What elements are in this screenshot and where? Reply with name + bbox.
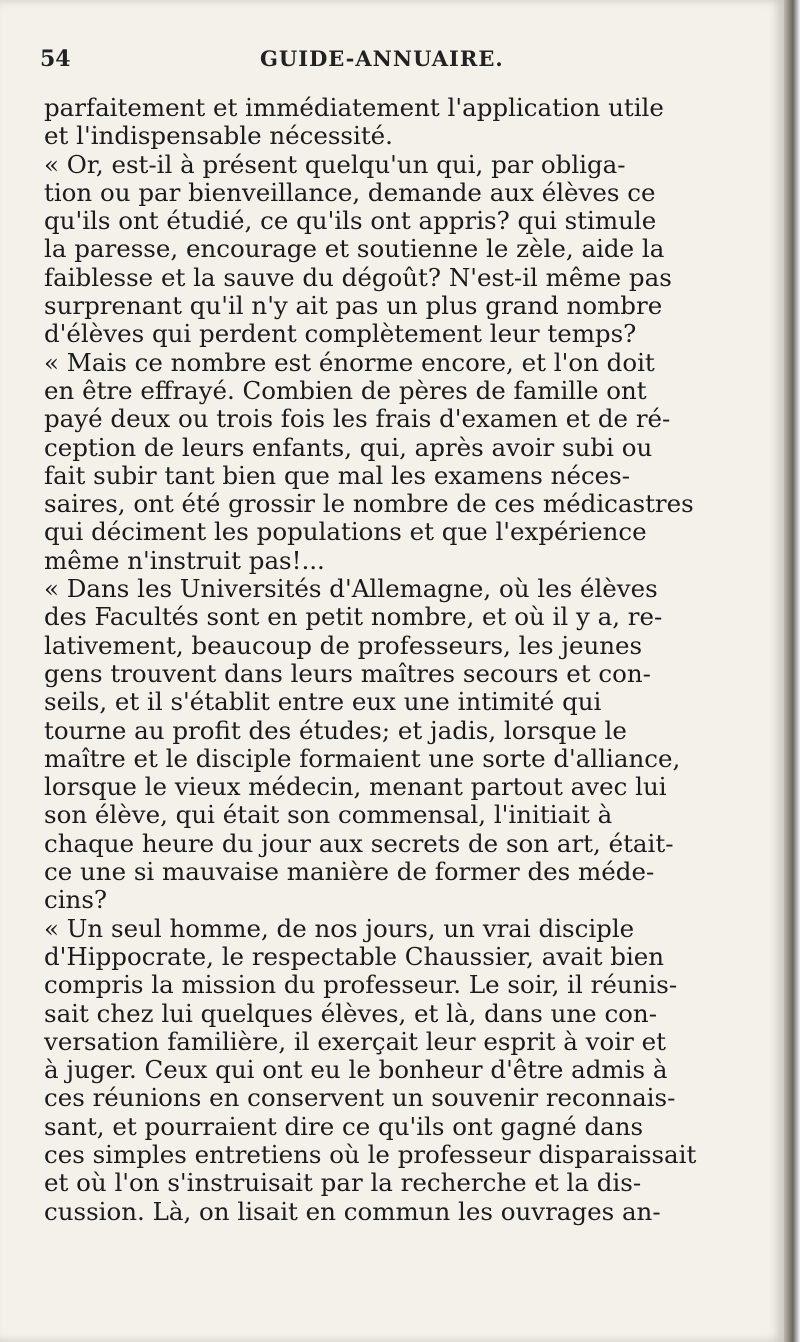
text-line: et où l'on s'instruisait par la recherche et la dis- [44,1168,642,1198]
text-line: faiblesse et la sauve du dégoût? N'est-il même pas [44,262,672,292]
page-number: 54 [40,46,71,72]
text-line: cins? [44,885,108,915]
text-line: des Facultés sont en petit nombre, et où il y a, re- [44,602,663,632]
text-line: ce une si mauvaise manière de former des méde- [44,857,655,887]
text-line: seils, et il s'établit entre eux une intimité qui [44,687,602,717]
text-line: compris la mission du professeur. Le soir, il réunis- [44,970,678,1000]
text-line: lativement, beaucoup de professeurs, les jeunes [44,630,643,660]
text-line: sait chez lui quelques élèves, et là, dans une con- [44,998,657,1028]
page-header [40,46,760,74]
text-line: gens trouvent dans leurs maîtres secours et con- [44,658,651,688]
text-line: ces réunions en conservent un souvenir reconnais- [44,1083,676,1113]
text-line: parfaitement et immédiatement l'application utile [44,93,664,122]
text-line: même n'instruit pas!... [44,545,325,575]
text-line: cussion. Là, on lisait en commun les ouvrages an- [44,1196,661,1226]
text-line: saires, ont été grossir le nombre de ces médicastres [44,489,694,519]
text-line: maître et le disciple formaient une sorte d'alliance, [44,743,681,773]
text-line: fait subir tant bien que mal les examens néces- [44,460,631,490]
text-line: sant, et pourraient dire ce qu'ils ont gagné dans [44,1111,644,1141]
text-line: chaque heure du jour aux secrets de son art, était- [44,828,674,858]
text-line: surprenant qu'il n'y ait pas un plus grand nombre [44,291,663,321]
text-line: qu'ils ont étudié, ce qu'ils ont appris? qui stimule [44,206,657,236]
text-line: qui déciment les populations et que l'expérience [44,517,647,547]
text-line: la paresse, encourage et soutienne le zèle, aide la [44,234,665,264]
text-line: ception de leurs enfants, qui, après avoir subi ou [44,432,653,462]
text-line: d'Hippocrate, le respectable Chaussier, avait bien [44,941,665,971]
text-line: et l'indispensable nécessité. [44,121,393,151]
running-head: GUIDE-ANNUAIRE. [260,46,504,71]
text-line: versation familière, il exerçait leur esprit à voir et [44,1026,666,1056]
text-line: tion ou par bienveillance, demande aux élèves ce [44,177,656,207]
page-edge-shadow [784,0,800,1342]
text-line: ces simples entretiens où le professeur disparaissait [44,1139,697,1169]
text-line: lorsque le vieux médecin, menant partout avec lui [44,772,667,802]
text-line: payé deux ou trois fois les frais d'examen et de ré- [44,404,671,434]
text-line: « Or, est-il à présent quelqu'un qui, par obliga- [44,149,626,179]
text-line: à juger. Ceux qui ont eu le bonheur d'être admis à [44,1055,668,1085]
body-text [44,94,768,1226]
text-line: « Mais ce nombre est énorme encore, et l'on doit [44,347,655,377]
text-line: en être effrayé. Combien de pères de famille ont [44,375,647,405]
text-line: son élève, qui était son commensal, l'initiait à [44,800,613,830]
text-line: « Un seul homme, de nos jours, un vrai disciple [44,913,635,943]
text-line: d'élèves qui perdent complètement leur temps? [44,319,637,349]
text-line: « Dans les Universités d'Allemagne, où les élèves [44,574,658,604]
text-line: tourne au profit des études; et jadis, lorsque le [44,715,627,745]
